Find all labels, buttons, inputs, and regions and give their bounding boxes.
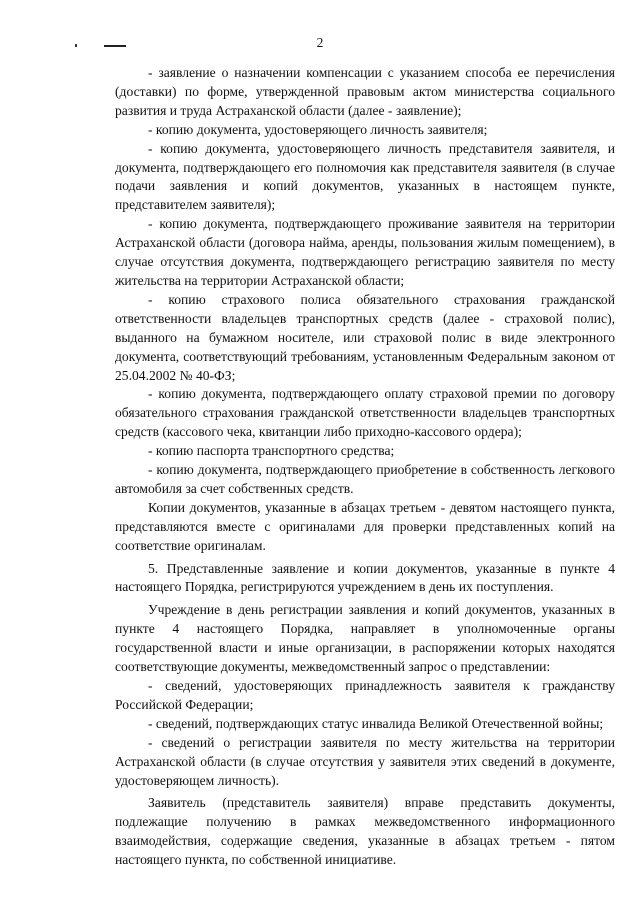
paragraph-insurance-policy-item: - копию страхового полиса обязательного страхования гражданской ответственности владельцев транспортных средств (далее - страховой полис), выданного на бумажном носителе, или страховой полис в виде электронного документа, соответствующий требованиям, установленным Федеральным законом от 25.04.2002 № 40-ФЗ; [115, 291, 615, 383]
document-body [115, 64, 615, 870]
paragraph-copies-with-originals: Копии документов, указанные в абзацах третьем - девятом настоящего пункта, представляются вместе с оригиналами для проверки представленных копий на соответствие оригиналам. [115, 499, 615, 553]
page-number: 2 [316, 35, 324, 50]
paragraph-car-purchase-item: - копию документа, подтверждающего приобретение в собственность легкового автомобиля за счет собственных средств. [115, 462, 615, 496]
paragraph-identity-document-item: - копию документа, удостоверяющего личность заявителя; [148, 121, 488, 137]
paragraph-application-item: - заявление о назначении компенсации с указанием способа ее перечисления (доставки) по форме, утвержденной правовым актом министерства социального развития и труда Астраханской области (далее - заявление); [115, 65, 615, 118]
paragraph-registration-item: - сведений о регистрации заявителя по месту жительства на территории Астраханской области (в случае отсутствия у заявителя этих сведений в документе, удостоверяющем личность). [115, 734, 615, 788]
paragraph-representative-document-item: - копию документа, удостоверяющего личность представителя заявителя, и документа, подтверждающего его полномочия как представителя заявителя (в случае подачи заявления и копий документов, указанных в настоящем пункте, представителем заявителя); [115, 140, 615, 213]
paragraph-veteran-status-item: - сведений, подтверждающих статус инвалида Великой Отечественной войны; [148, 715, 604, 731]
paragraph-residence-document-item: - копию документа, подтверждающего проживание заявителя на территории Астраханской области (договора найма, аренды, пользования жилым помещением), в случае отсутствия документа, подтверждающего регистрацию заявителя по месту жительства на территории Астраханской области; [115, 216, 615, 288]
paragraph-citizenship-item: - сведений, удостоверяющих принадлежность заявителя к гражданству Российской Федерации; [115, 678, 615, 712]
paragraph-section-5: 5. Представленные заявление и копии документов, указанные в пункте 4 настоящего Порядка, регистрируются учреждением в день их поступления. [115, 560, 615, 595]
paragraph-insurance-payment-item: - копию документа, подтверждающего оплату страховой премии по договору обязательного страхования гражданской ответственности владельцев транспортных средств (кассового чека, квитанции либо приходно-кассового ордера); [115, 386, 615, 440]
paragraph-vehicle-passport-item: - копию паспорта транспортного средства; [148, 443, 395, 459]
paragraph-own-initiative: Заявитель (представитель заявителя) вправе представить документы, подлежащие получению в рамках межведомственного информационного взаимодействия, содержащие сведения, указанные в абзацах третьем - пятом настоящего пункта, по собственной инициативе. [115, 795, 615, 868]
paragraph-interagency-request: Учреждение в день регистрации заявления и копий документов, указанных в пункте 4 настоящего Порядка, направляет в уполномоченные органы государственной власти и иные организации, в распоряжении которых находятся соответствующие документы, межведомственный запрос о представлении: [115, 602, 615, 675]
